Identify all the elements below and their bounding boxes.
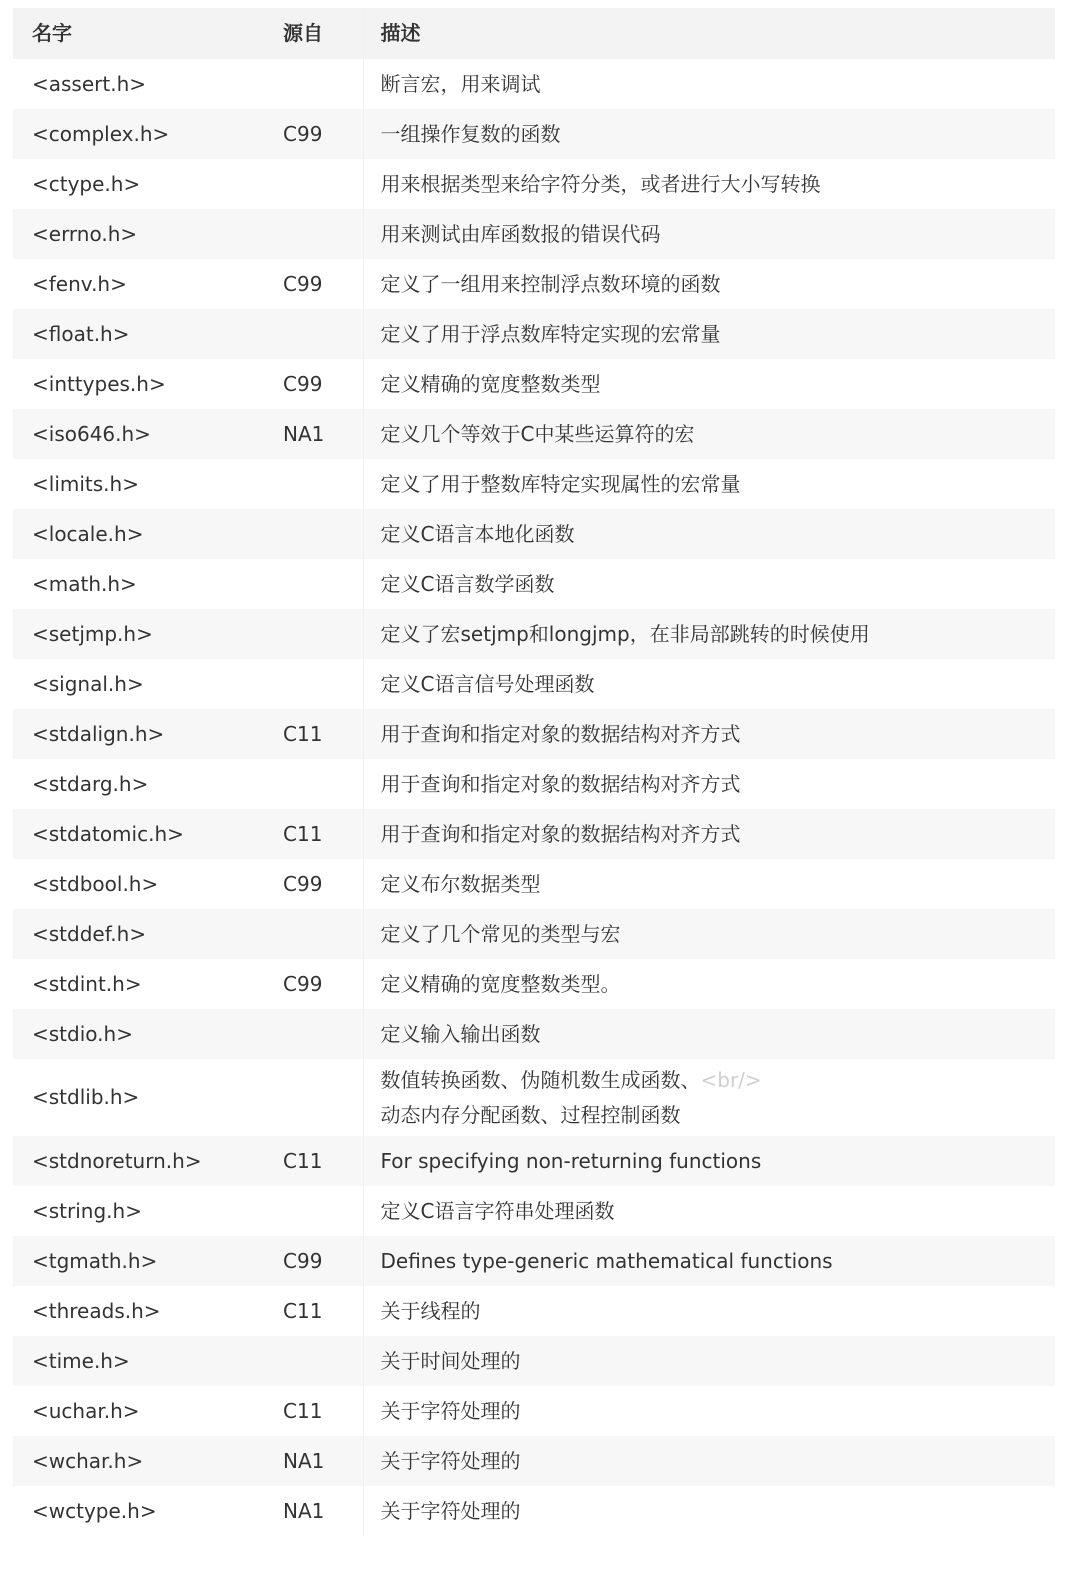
table-row [13, 309, 1055, 359]
table-body [13, 59, 1055, 1536]
table-row [13, 809, 1055, 859]
table-row [13, 709, 1055, 759]
cell-name: <wchar.h> [13, 1436, 264, 1486]
cell-source: C11 [264, 1136, 363, 1186]
cell-name: <setjmp.h> [13, 609, 264, 659]
table-row [13, 459, 1055, 509]
table-row [13, 609, 1055, 659]
description-line [381, 1063, 1056, 1098]
table-row [13, 859, 1055, 909]
cell-source [264, 1336, 363, 1386]
cell-source [264, 1059, 363, 1136]
cell-description: 定义了宏setjmp和longjmp，在非局部跳转的时候使用 [363, 609, 1055, 659]
cell-source: NA1 [264, 1436, 363, 1486]
cell-source: C11 [264, 1386, 363, 1436]
table-row [13, 959, 1055, 1009]
table-row [13, 1059, 1055, 1136]
cell-source [264, 459, 363, 509]
cell-description: 用于查询和指定对象的数据结构对齐方式 [363, 709, 1055, 759]
cell-name: <ctype.h> [13, 159, 264, 209]
cell-source: NA1 [264, 1486, 363, 1536]
table-header [13, 8, 1055, 59]
table-row [13, 1436, 1055, 1486]
table-row [13, 909, 1055, 959]
cell-description: 定义布尔数据类型 [363, 859, 1055, 909]
cell-description: 定义了用于浮点数库特定实现的宏常量 [363, 309, 1055, 359]
table-row [13, 209, 1055, 259]
cell-source [264, 509, 363, 559]
cell-name: <uchar.h> [13, 1386, 264, 1436]
cell-description: Defines type-generic mathematical functions [363, 1236, 1055, 1286]
cell-description: 定义了用于整数库特定实现属性的宏常量 [363, 459, 1055, 509]
cell-name: <signal.h> [13, 659, 264, 709]
table-row [13, 509, 1055, 559]
c-standard-headers-table [13, 8, 1055, 1536]
table-row [13, 1136, 1055, 1186]
cell-source: NA1 [264, 409, 363, 459]
cell-source [264, 59, 363, 109]
description-line: 动态内存分配函数、过程控制函数 [380, 1102, 681, 1127]
cell-name: <stdlib.h> [13, 1059, 264, 1136]
cell-description: 断言宏，用来调试 [363, 59, 1055, 109]
cell-source [264, 659, 363, 709]
cell-source: C11 [264, 809, 363, 859]
cell-source: C11 [264, 1286, 363, 1336]
table-row [13, 1009, 1055, 1059]
cell-description: For specifying non-returning functions [363, 1136, 1055, 1186]
cell-description: 关于时间处理的 [363, 1336, 1055, 1386]
cell-source [264, 309, 363, 359]
header-row [13, 8, 1055, 59]
cell-description: 用于查询和指定对象的数据结构对齐方式 [363, 759, 1055, 809]
table-row [13, 1336, 1055, 1386]
cell-name: <fenv.h> [13, 259, 264, 309]
cell-name: <string.h> [13, 1186, 264, 1236]
cell-description: 用来根据类型来给字符分类，或者进行大小写转换 [363, 159, 1055, 209]
cell-description: 定义了几个常见的类型与宏 [363, 909, 1055, 959]
table-row [13, 159, 1055, 209]
cell-description: 定义C语言字符串处理函数 [363, 1186, 1055, 1236]
cell-name: <stdbool.h> [13, 859, 264, 909]
cell-description: 关于线程的 [363, 1286, 1055, 1336]
cell-name: <limits.h> [13, 459, 264, 509]
column-header-name: 名字 [13, 8, 264, 59]
header-table-container [13, 8, 1055, 1536]
cell-description: 用来测试由库函数报的错误代码 [363, 209, 1055, 259]
table-row [13, 1286, 1055, 1336]
cell-name: <stdio.h> [13, 1009, 264, 1059]
cell-source: C99 [264, 359, 363, 409]
cell-name: <tgmath.h> [13, 1236, 264, 1286]
cell-name: <threads.h> [13, 1286, 264, 1336]
cell-description: 定义C语言信号处理函数 [363, 659, 1055, 709]
table-row [13, 759, 1055, 809]
cell-name: <stdarg.h> [13, 759, 264, 809]
cell-description: 定义C语言数学函数 [363, 559, 1055, 609]
cell-name: <time.h> [13, 1336, 264, 1386]
cell-name: <wctype.h> [13, 1486, 264, 1536]
cell-name: <stddef.h> [13, 909, 264, 959]
cell-description: 定义几个等效于C中某些运算符的宏 [363, 409, 1055, 459]
cell-source [264, 209, 363, 259]
cell-name: <assert.h> [13, 59, 264, 109]
cell-name: <errno.h> [13, 209, 264, 259]
cell-name: <stdatomic.h> [13, 809, 264, 859]
table-row [13, 1236, 1055, 1286]
cell-name: <stdnoreturn.h> [13, 1136, 264, 1186]
table-row [13, 1186, 1055, 1236]
cell-description [363, 1059, 1055, 1136]
cell-name: <stdalign.h> [13, 709, 264, 759]
cell-description: 关于字符处理的 [363, 1436, 1055, 1486]
cell-source: C99 [264, 259, 363, 309]
cell-name: <float.h> [13, 309, 264, 359]
cell-source [264, 1186, 363, 1236]
table-row [13, 359, 1055, 409]
cell-source [264, 759, 363, 809]
cell-name: <math.h> [13, 559, 264, 609]
cell-name: <iso646.h> [13, 409, 264, 459]
cell-source: C99 [264, 1236, 363, 1286]
cell-description: 定义C语言本地化函数 [363, 509, 1055, 559]
cell-description: 定义精确的宽度整数类型 [363, 359, 1055, 409]
cell-description: 一组操作复数的函数 [363, 109, 1055, 159]
cell-source: C99 [264, 959, 363, 1009]
cell-source: C99 [264, 859, 363, 909]
cell-name: <inttypes.h> [13, 359, 264, 409]
cell-name: <complex.h> [13, 109, 264, 159]
table-row [13, 659, 1055, 709]
description-text: 数值转换函数、伪随机数生成函数、 [380, 1067, 701, 1092]
table-row [13, 1386, 1055, 1436]
table-row [13, 259, 1055, 309]
cell-name: <stdint.h> [13, 959, 264, 1009]
table-row [13, 559, 1055, 609]
cell-name: <locale.h> [13, 509, 264, 559]
cell-description: 定义精确的宽度整数类型。 [363, 959, 1055, 1009]
cell-source [264, 559, 363, 609]
cell-description: 关于字符处理的 [363, 1386, 1055, 1436]
cell-source [264, 159, 363, 209]
table-row [13, 1486, 1055, 1536]
cell-description: 用于查询和指定对象的数据结构对齐方式 [363, 809, 1055, 859]
table-row [13, 59, 1055, 109]
table-row [13, 109, 1055, 159]
br-tag-text: <br/> [700, 1067, 762, 1092]
cell-description: 定义了一组用来控制浮点数环境的函数 [363, 259, 1055, 309]
column-header-source: 源自 [264, 8, 363, 59]
cell-source: C99 [264, 109, 363, 159]
table-row [13, 409, 1055, 459]
cell-source: C11 [264, 709, 363, 759]
cell-description: 关于字符处理的 [363, 1486, 1055, 1536]
cell-source [264, 909, 363, 959]
cell-source [264, 1009, 363, 1059]
cell-description: 定义输入输出函数 [363, 1009, 1055, 1059]
column-header-description: 描述 [363, 8, 1055, 59]
cell-source [264, 609, 363, 659]
